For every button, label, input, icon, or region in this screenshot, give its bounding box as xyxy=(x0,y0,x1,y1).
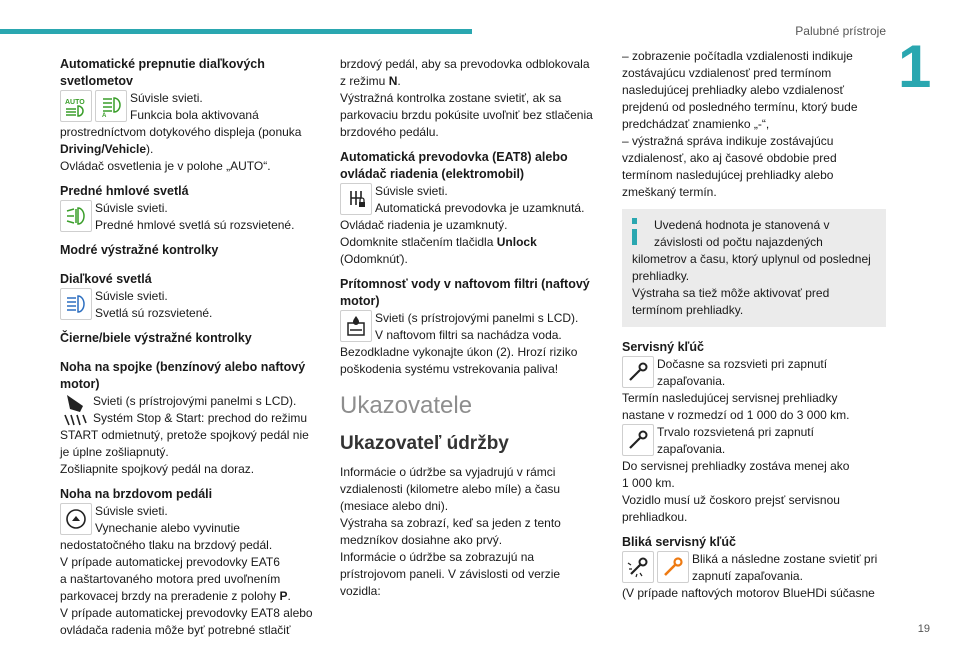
water-block: Prítomnosť vody v naftovom filtri (naftový motor) Svieti (s prístrojovými panelmi s LCD). V naftovom filtri sa nachádza voda. Bezodkladne vykonajte úkon (2). Hrozí riziko poškodenia systému vstrekovania paliva! xyxy=(340,276,602,378)
menu-name: Driving/Vehicle xyxy=(60,142,147,156)
info-icon xyxy=(632,218,637,245)
blink-block: Bliká servisný kľúč Bliká a následne zostane svietiť pri zapnutí zapaľovania. (V prípade naftových motorov BlueHDi súčasne xyxy=(622,534,886,602)
svg-text:AUTO: AUTO xyxy=(65,99,85,106)
brake-block: Noha na brzdovom pedáli Súvisle svieti. Vynechanie alebo vyvinutie nedostatočného tlaku na brzdový pedál. V prípade automatickej prevodovky EAT6 a naštartovaného motora pred uvoľnením parkovacej brzdy na preradenie z polohy P. V prípade automatickej prevodovky EAT8 alebo ovládača radenia môže byť potrebné stlačiť xyxy=(60,486,318,639)
service-wrench-icon xyxy=(622,356,654,388)
service-wrench-orange-icon xyxy=(657,551,689,583)
header-accent-bar xyxy=(0,29,472,34)
column-3: – zobrazenie počítadla vzdialenosti indikuje zostávajúcu vzdialenosť pred termínom nasledujúcej prehliadky alebo vzdialenosť prejdenú od poslednéhо termínu, ktorý bude predchádzať znamienko „-“, – výstražná správa indikuje zostávajúcu vzdialenosť, ako aj časové obdobie pred termínom nasledujúcej prehliadky alebo zmeškaný termín. Uvedená hodnota je stanovená v závislosti od počtu najazdených kilometrov a času, ktorý uplynul od poslednej prehliadky. Výstraha sa tiež môže aktivovať pred termínom prehliadky. Servisný kľúč Dočasne sa rozsvieti pri zapnutí zapaľovania. Termín nasledujúcej servisnej prehliadky nastane v rozmedzí od 1 000 do 3 000 km. Trvalo rozsvietená pri zapnutí zapaľovania. Do servisnej prehliadky zostáva menej ako 1 000 km. Vozidlo musí už čoskoro prejsť servisnou prehliadkou. Bliká servisný kľúč Bliká a následne zostane svietiť pri zapnutí zapaľovania. (V prípade naftových motorov BlueHDi súčasne xyxy=(622,48,886,610)
info-note: Uvedená hodnota je stanovená v závislosti od počtu najazdených kilometrov a času, ktorý uplynul od poslednej prehliadky. Výstraha sa tiež môže aktivovať pred termínom prehliadky. xyxy=(622,209,886,327)
auto-lights-line4: Ovládač osvetlenia je v polohe „AUTO“. xyxy=(60,159,271,173)
auto-high-beam-icon xyxy=(60,90,92,122)
high-beam-icon xyxy=(60,288,92,320)
front-fog-lamp-icon xyxy=(60,200,92,232)
maintenance-heading: Ukazovateľ údržby xyxy=(340,433,509,454)
fog-lights-title: Predné hmlové svetlá xyxy=(60,184,189,198)
clutch-block: Noha na spojke (benzínový alebo naftový motor) Svieti (s prístrojovými panelmi s LCD). Systém Stop & Start: prechod do režimu START odmietnutý, pretože spojkový pedál nie je úplne zošliapnutý. Zošliapnite spojkový pedál na doraz. xyxy=(60,359,318,478)
water-title: Prítomnosť vody v naftovom filtri (naftový motor) xyxy=(340,277,590,308)
section-title: Palubné prístroje xyxy=(795,24,886,38)
high-beam-title: Diaľkové svetlá xyxy=(60,272,152,286)
chapter-number: 1 xyxy=(898,32,960,102)
svg-text:A: A xyxy=(102,113,107,117)
service-wrench-icon xyxy=(622,424,654,456)
maintenance-text: Informácie o údržbe sa vyjadrujú v rámci vzdialenosti (kilometre alebo míle) a času (mesiace alebo dni). Výstraha sa zobrazí, keď sa jeden z tento medzníkov dosiahne ako prvý. Informácie o údržbe sa zobrazujú na prístrojovom paneli. V závislosti od verzie vozidla: xyxy=(340,465,561,598)
gear-lock-icon xyxy=(340,183,372,215)
page-number: 19 xyxy=(917,623,930,635)
high-beam-block: Diaľkové svetlá Súvisle svieti. Svetlá sú rozsvietené. xyxy=(60,271,318,322)
eat8-title: Automatická prevodovka (EAT8) alebo ovládač riadenia (elektromobil) xyxy=(340,150,568,181)
auto-lights-line1: Súvisle svieti. xyxy=(130,91,203,105)
wrench-title: Servisný kľúč xyxy=(622,340,704,354)
foot-on-brake-icon xyxy=(60,503,92,535)
fog-lights-block: Predné hmlové svetlá Súvisle svieti. Predné hmlové svetlá sú rozsvietené. xyxy=(60,183,318,234)
water-in-fuel-icon xyxy=(340,310,372,342)
blink-title: Bliká servisný kľúč xyxy=(622,535,736,549)
eat8-block: Automatická prevodovka (EAT8) alebo ovládač riadenia (elektromobil) Súvisle svieti. Automatická prevodovka je uzamknutá. Ovládač riadenia je uzamknutý. Odomknite stlačením tlačidla Unlock (Odomknúť). xyxy=(340,149,602,268)
auto-lights-line2: Funkcia bola aktivovaná xyxy=(130,108,259,122)
column-2: brzdový pedál, aby sa prevodovka odblokovala z režimu N. Výstražná kontrolka zostane svietiť, ak sa parkovaciu brzdu pokúsite uvoľniť bez stlačenia brzdového pedálu. Automatická prevodovka (EAT8) alebo ovládač riadenia (elektromobil) Súvisle svieti. Automatická prevodovka je uzamknutá. Ovládač riadenia je uzamknutý. Odomknite stlačením tlačidla Unlock (Odomknúť). Prítomnosť vody v naftovom filtri (naftový motor) Svieti (s prístrojovými panelmi s LCD). V naftovom filtri sa nachádza voda. Bezodkladne vykonajte úkon (2). Hrozí riziko poškodenia systému vstrekovania paliva! Ukazovatele Ukazovateľ údržby Informácie o údržbe sa vyjadrujú v rámci vzdialenosti (kilometre alebo míle) a času (mesiace alebo dni). Výstraha sa zobrazí, keď sa jeden z tento medzníkov dosiahne ako prvý. Informácie o údržbe sa zobrazujú na prístrojovom paneli. V závislosti od verzie vozidla: xyxy=(340,56,602,600)
column-1 xyxy=(60,56,318,647)
clutch-title: Noha na spojke (benzínový alebo naftový motor) xyxy=(60,360,306,391)
service-wrench-blinking-icon xyxy=(622,551,654,583)
auto-lights-title: Automatické prepnutie diaľkových svetlometov xyxy=(60,57,265,88)
wrench-block: Servisný kľúč Dočasne sa rozsvieti pri zapnutí zapaľovania. Termín nasledujúcej servisnej prehliadky nastane v rozmedzí od 1 000 do 3 000 km. Trvalo rozsvietená pri zapnutí zapaľovania. Do servisnej prehliadky zostáva menej ako 1 000 km. Vozidlo musí už čoskoro prejsť servisnou prehliadkou. xyxy=(622,339,886,526)
auto-beam-green-icon xyxy=(95,90,127,122)
auto-lights-block: Automatické prepnutie diaľkových svetlometov AUTO A Súvisle svieti. Funkcia bola aktivovaná prostredníctvom dotykového displeja (ponuka Driving/Vehicle). Ovládač osvetlenia je v polohe „AUTO“. xyxy=(60,56,318,175)
blue-lamps-heading: Modré výstražné kontrolky xyxy=(60,243,219,257)
bw-lamps-heading: Čierne/biele výstražné kontrolky xyxy=(60,331,252,345)
indicators-heading: Ukazovatele xyxy=(340,392,473,419)
foot-on-clutch-icon xyxy=(60,393,90,427)
auto-lights-line3: prostredníctvom dotykového displeja (ponuka xyxy=(60,125,302,139)
brake-title: Noha na brzdovom pedáli xyxy=(60,487,213,501)
